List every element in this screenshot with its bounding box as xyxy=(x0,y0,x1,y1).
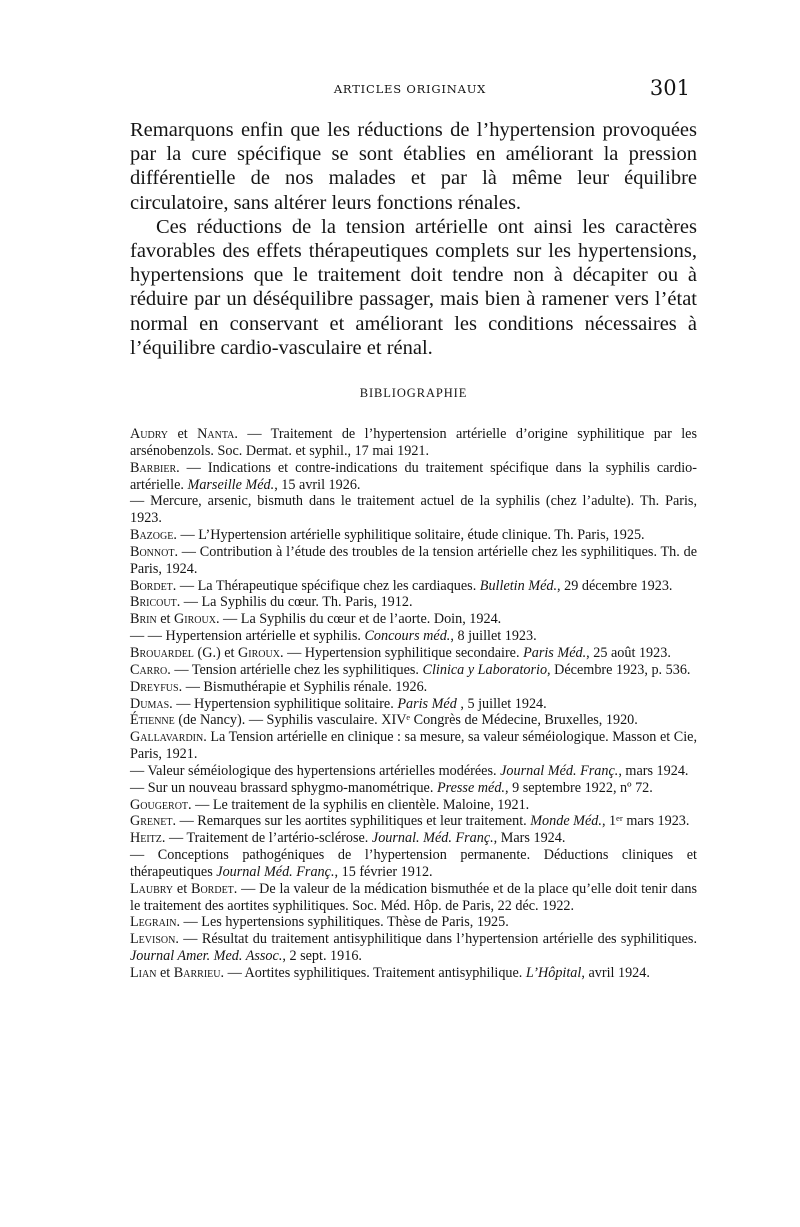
bibliography-entry xyxy=(130,460,697,494)
journal-title: Journal Méd. Franç. xyxy=(216,863,335,880)
author-name: Brin xyxy=(130,611,157,628)
entry-text: , 29 décembre 1923. xyxy=(557,577,673,594)
bibliography-entry xyxy=(130,679,697,696)
author-name: Heitz xyxy=(130,830,162,847)
author-name: Gougerot xyxy=(130,796,189,813)
bibliography-heading: BIBLIOGRAPHIE xyxy=(359,386,468,400)
bibliography-entry xyxy=(130,881,697,915)
author-name: Brouardel xyxy=(130,644,194,661)
bibliography-entry xyxy=(130,611,697,628)
journal-title: Journal. Méd. Franç. xyxy=(371,830,494,847)
entry-text: , 1ᵉʳ mars 1923. xyxy=(601,813,690,830)
author-name: Étienne xyxy=(130,712,175,729)
journal-title: Paris Méd. xyxy=(523,644,587,661)
journal-title: Monde Méd. xyxy=(530,813,602,830)
entry-text: . — Contribution à l’étude des troubles de la tension artérielle chez les syphilitiques. Th. de Paris, 1924. xyxy=(130,543,697,577)
bibliography-entry xyxy=(130,813,697,830)
entry-text: . — Les hypertensions syphilitiques. Thèse de Paris, 1925. xyxy=(176,914,509,931)
journal-title: Journal Amer. Med. Assoc. xyxy=(130,948,283,965)
entry-text: — Valeur séméiologique des hypertensions artérielles modérées. xyxy=(130,762,501,779)
author-name: Legrain xyxy=(130,914,177,931)
author-name: Laubry xyxy=(130,880,174,897)
bibliography-entry xyxy=(130,662,697,679)
journal-title: Paris Méd xyxy=(397,695,457,712)
running-head-title: ARTICLES ORIGINAUX xyxy=(333,82,487,96)
bibliography-entry xyxy=(130,763,697,780)
entry-text: et xyxy=(173,880,191,897)
page-number: 301 xyxy=(649,76,690,100)
bibliography-entry xyxy=(130,780,697,797)
bibliography-entry xyxy=(130,797,697,814)
author-name: Levison xyxy=(130,931,176,948)
entry-text: et xyxy=(168,426,198,442)
author-name: Lian xyxy=(130,965,157,981)
entry-text: — — Hypertension artérielle et syphilis. xyxy=(130,628,365,645)
author-name: Bordet xyxy=(130,577,173,594)
author-name: Giroux xyxy=(238,644,280,661)
author-name: Nanta xyxy=(197,426,235,442)
entry-text: , Décembre 1923, p. 536. xyxy=(547,661,691,678)
entry-text: — Sur un nouveau brassard sphygmo-manométrique. xyxy=(130,779,437,796)
journal-title: Concours méd. xyxy=(364,628,451,645)
paragraph: Ces réductions de la tension artérielle ont ainsi les caractères favorables des effets thérapeutiques complets sur les hypertensions, hypertensions que le traitement doit tendre non à décapiter ou à réduire par un déséquilibre passager, mais bien à ramener vers l’état normal en conservant et améliorant les conditions nécessaires à l’équilibre cardio-vasculaire et rénal. xyxy=(130,215,697,359)
author-name: Giroux xyxy=(174,611,216,628)
bibliography-entry xyxy=(130,965,697,982)
author-name: Grenet xyxy=(130,813,173,830)
entry-text: . La Tension artérielle en clinique : sa mesure, sa valeur séméiologique. Masson et Cie, Paris, 1921. xyxy=(130,729,697,763)
journal-title: Clinica y Laboratorio xyxy=(422,661,548,678)
entry-text: , 15 avril 1926. xyxy=(274,476,361,493)
entry-text: et xyxy=(156,611,175,628)
author-name: Carro xyxy=(130,661,168,678)
bibliography-entry xyxy=(130,628,697,645)
bibliography-entry xyxy=(130,729,697,763)
entry-text: , 15 février 1912. xyxy=(334,863,433,880)
bibliography-entry xyxy=(130,544,697,578)
bibliography-list xyxy=(130,426,697,982)
entry-text: . — Traitement de l’hypertension artérielle d’origine syphilitique par les arsénobenzols. Soc. Dermat. et syphil., 17 mai 1921. xyxy=(130,426,697,459)
author-name: Audry xyxy=(130,426,169,442)
entry-text: , 2 sept. 1916. xyxy=(282,948,362,965)
entry-text: . — La Syphilis du cœur. Th. Paris, 1912. xyxy=(176,594,413,611)
entry-text: . — Traitement de l’artério-sclérose. xyxy=(161,830,372,847)
author-name: Gallavardin xyxy=(130,729,204,746)
bibliography-entry xyxy=(130,847,697,881)
entry-text: . — De la valeur de la médication bismuthée et de la place qu’elle doit tenir dans le traitement des aortites syphilitiques. Soc. Méd. Hôp. de Paris, 22 déc. 1922. xyxy=(130,880,697,914)
bibliography-entry xyxy=(130,527,697,544)
author-name: Bonnot xyxy=(130,543,175,560)
entry-text: (de Nancy). — Syphilis vasculaire. XIVᵉ Congrès de Médecine, Bruxelles, 1920. xyxy=(174,712,638,729)
author-name: Bazoge xyxy=(130,527,174,544)
author-name: Dumas xyxy=(130,695,170,712)
entry-text: . — Aortites syphilitiques. Traitement antisyphilique. xyxy=(220,965,526,981)
entry-text: , 8 juillet 1923. xyxy=(450,628,537,645)
bibliography-entry xyxy=(130,493,697,527)
entry-text: . — Hypertension syphilitique secondaire. xyxy=(279,644,524,661)
entry-text: . — Bismuthérapie et Syphilis rénale. 1926. xyxy=(178,678,428,695)
entry-text: . — Tension artérielle chez les syphilitiques. xyxy=(167,661,423,678)
entry-text: , avril 1924. xyxy=(581,965,650,981)
paragraph: Remarquons enfin que les réductions de l’hypertension provoquées par la cure spécifique se sont établies en améliorant la pression différentielle de nos malades et par là même leur équilibre circulatoire, sans altérer leurs fonctions rénales. xyxy=(130,119,697,214)
entry-text: . — Indications et contre-indications du traitement spécifique dans la syphilis cardio-artérielle. xyxy=(130,459,697,493)
entry-text: et xyxy=(156,965,174,981)
author-name: Barrieu xyxy=(173,965,221,981)
entry-text: . — La Thérapeutique spécifique chez les cardiaques. xyxy=(172,577,480,594)
bibliography-entry xyxy=(130,914,697,931)
bibliography-entry xyxy=(130,712,697,729)
author-name: Bricout xyxy=(130,594,177,611)
author-name: Barbier xyxy=(130,459,177,476)
bibliography-entry xyxy=(130,578,697,595)
bibliography-entry xyxy=(130,696,697,713)
author-name: Bordet xyxy=(191,880,234,897)
author-name: Dreyfus xyxy=(130,678,179,695)
entry-text: . — Hypertension syphilitique solitaire. xyxy=(169,695,398,712)
bibliography-entry xyxy=(130,594,697,611)
entry-text: , 25 août 1923. xyxy=(586,644,671,661)
entry-text: . — Résultat du traitement antisyphilitique dans l’hypertension artérielle des syphilitiques. xyxy=(175,931,697,948)
entry-text: (G.) et xyxy=(193,644,239,661)
journal-title: L’Hôpital xyxy=(525,965,582,981)
running-head xyxy=(130,76,690,102)
entry-text: , Mars 1924. xyxy=(493,830,566,847)
entry-text: — Conceptions pathogéniques de l’hypertension permanente. Déductions cliniques et thérapeutiques xyxy=(130,847,697,880)
bibliography-entry xyxy=(130,830,697,847)
entry-text: . — L’Hypertension artérielle syphilitique solitaire, étude clinique. Th. Paris, 1925. xyxy=(173,527,645,544)
journal-title: Bulletin Méd. xyxy=(479,577,558,594)
entry-text: , mars 1924. xyxy=(618,762,689,779)
body-text xyxy=(130,118,697,360)
entry-text: — Mercure, arsenic, bismuth dans le traitement actuel de la syphilis (chez l’adulte). Th. Paris, 1923. xyxy=(130,493,697,527)
entry-text: , 9 septembre 1922, nº 72. xyxy=(504,779,653,796)
entry-text: , 5 juillet 1924. xyxy=(456,695,547,712)
journal-title: Marseille Méd. xyxy=(187,476,275,493)
bibliography-entry xyxy=(130,931,697,965)
entry-text: . — Remarques sur les aortites syphilitiques et leur traitement. xyxy=(172,813,531,830)
entry-text: . — Le traitement de la syphilis en clientèle. Maloine, 1921. xyxy=(188,796,530,813)
journal-title: Presse méd. xyxy=(436,779,505,796)
bibliography-entry xyxy=(130,426,697,460)
bibliography-entry xyxy=(130,645,697,662)
journal-title: Journal Méd. Franç. xyxy=(500,762,619,779)
entry-text: . — La Syphilis du cœur et de l’aorte. Doin, 1924. xyxy=(215,611,502,628)
